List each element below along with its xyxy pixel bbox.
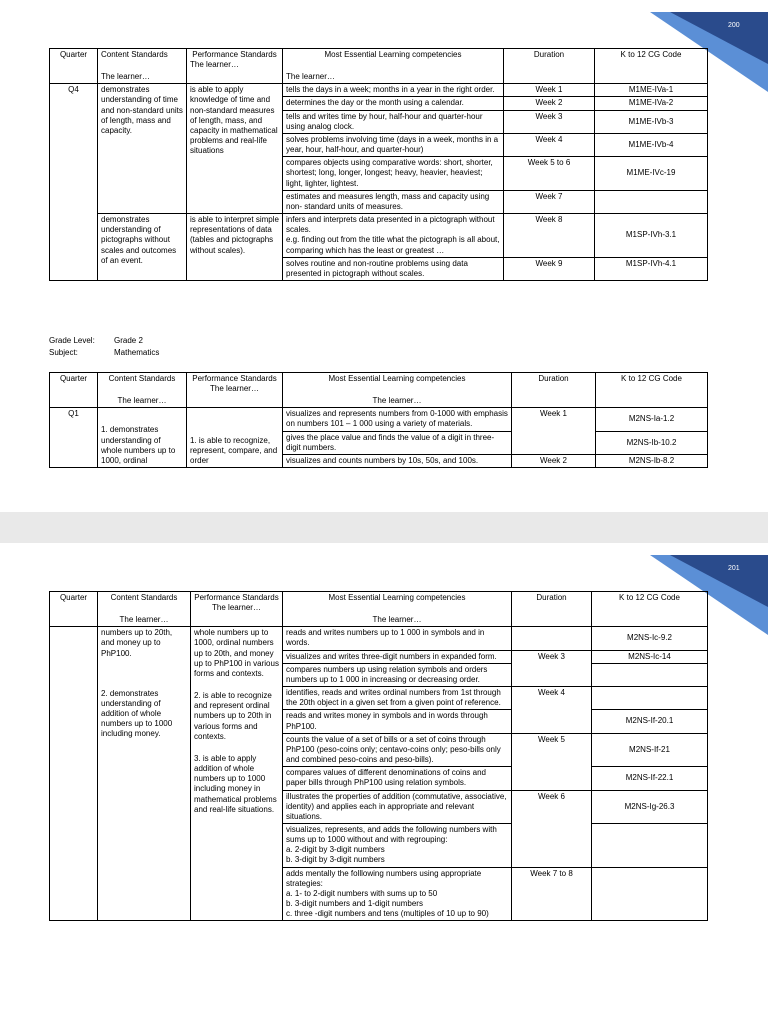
code-cell: M1ME-IVa-2 <box>595 97 708 110</box>
header-performance: Performance Standards The learner… <box>187 49 283 84</box>
quarter-cell: Q4 <box>50 84 98 281</box>
melc-cell: solves problems involving time (days in a week, months in a year, hour, half-hour, and quarter-hour) <box>283 133 504 156</box>
code-cell <box>592 687 708 710</box>
duration-cell: Week 3 <box>504 110 595 133</box>
melc-cell: compares numbers up using relation symbols and orders numbers up to 1 000 in increasing or decreasing order. <box>283 663 512 686</box>
header-quarter: Quarter <box>50 592 98 627</box>
duration-cell: Week 4 <box>504 133 595 156</box>
code-cell: M2NS-Ic-14 <box>592 650 708 663</box>
content-standard: 1. demonstrates understanding of whole numbers up to 1000, ordinal <box>98 408 187 468</box>
table-row <box>50 408 708 431</box>
performance-standard: whole numbers up to 1000, ordinal numbers up to 20th, and money up to PhP100 in various forms and contexts. 2. is able to recognize and represent ordinal numbers up to 20th in various forms and contexts. 3. is able to apply addition of whole numbers up to 1000 including money in mathematical problems and real-life situations. <box>191 627 283 921</box>
quarter-cell: Q1 <box>50 408 98 468</box>
grade-level: Grade Level: Grade 2 <box>49 336 143 345</box>
code-cell: M2NS-Ig-26.3 <box>592 790 708 823</box>
performance-standard: is able to interpret simple representations of data (tables and pictographs without scales). <box>187 214 283 281</box>
melc-cell: reads and writes money in symbols and in words through PhP100. <box>283 710 512 733</box>
melc-cell: counts the value of a set of bills or a set of coins through PhP100 (peso-coins only; centavo-coins only; peso-bills only and combined peso-coins and peso-bills). <box>283 733 512 766</box>
page-201 <box>0 543 768 1024</box>
header-code: K to 12 CG Code <box>592 592 708 627</box>
duration-cell: Week 2 <box>504 97 595 110</box>
header-row <box>50 49 708 84</box>
code-cell <box>592 663 708 686</box>
header-quarter: Quarter <box>50 49 98 84</box>
code-cell: M1ME-IVc-19 <box>595 157 708 190</box>
header-content: Content Standards The learner… <box>98 592 191 627</box>
melc-cell: infers and interprets data presented in a pictograph without scales. e.g. finding out from the title what the pictograph is all about, comparing which has the least or greatest … <box>283 214 504 258</box>
melc-cell: visualizes and represents numbers from 0-1000 with emphasis on numbers 101 – 1 000 using a variety of materials. <box>283 408 512 431</box>
code-cell: M2NS-Ib-10.2 <box>596 431 708 454</box>
grade1-q4-table <box>49 48 708 281</box>
melc-cell: adds mentally the folllowing numbers using appropriate strategies: a. 1- to 2-digit numbers with sums up to 50 b. 3-digit numbers and 1-digit numbers c. three -digit numbers and tens (multiples of 10 up to 90) <box>283 867 512 921</box>
performance-standard: 1. is able to recognize, represent, compare, and order <box>187 408 283 468</box>
melc-cell: visualizes and writes three-digit numbers in expanded form. <box>283 650 512 663</box>
code-cell: M1SP-IVh-4.1 <box>595 257 708 280</box>
code-cell <box>595 190 708 213</box>
melc-cell: gives the place value and finds the value of a digit in three-digit numbers. <box>283 431 512 454</box>
header-row <box>50 592 708 627</box>
duration-cell: Week 2 <box>512 454 596 467</box>
duration-cell: Week 4 <box>512 687 592 734</box>
header-code: K to 12 CG Code <box>595 49 708 84</box>
duration-cell: Week 3 <box>512 650 592 686</box>
code-cell: M2NS-If-20.1 <box>592 710 708 733</box>
header-content: Content Standards The learner… <box>98 373 187 408</box>
code-cell <box>592 867 708 921</box>
header-performance: Performance Standards The learner… <box>187 373 283 408</box>
duration-cell: Week 7 <box>504 190 595 213</box>
header-quarter: Quarter <box>50 373 98 408</box>
duration-cell: Week 8 <box>504 214 595 258</box>
table-row <box>50 84 708 97</box>
code-cell: M1ME-IVa-1 <box>595 84 708 97</box>
code-cell: M2NS-Ib-8.2 <box>596 454 708 467</box>
header-duration: Duration <box>512 373 596 408</box>
duration-cell: Week 6 <box>512 790 592 867</box>
content-standard: numbers up to 20th, and money up to PhP100. 2. demonstrates understanding of addition of whole numbers up to 1000 including money. <box>98 627 191 921</box>
code-cell: M2NS-Ic-9.2 <box>592 627 708 650</box>
quarter-cell <box>50 627 98 921</box>
subject: Subject: Mathematics <box>49 348 160 357</box>
melc-cell: illustrates the properties of addition (commutative, associative, identity) and applies each in appropriate and relevant situations. <box>283 790 512 823</box>
duration-cell: Week 5 to 6 <box>504 157 595 190</box>
code-cell: M2NS-Ia-1.2 <box>596 408 708 431</box>
melc-cell: reads and writes numbers up to 1 000 in symbols and in words. <box>283 627 512 650</box>
melc-cell: determines the day or the month using a calendar. <box>283 97 504 110</box>
duration-cell: Week 9 <box>504 257 595 280</box>
duration-cell: Week 1 <box>512 408 596 455</box>
melc-cell: identifies, reads and writes ordinal numbers from 1st through the 20th object in a given set from a given point of reference. <box>283 687 512 710</box>
grade2-q1-table <box>49 372 708 468</box>
duration-cell: Week 5 <box>512 733 592 790</box>
header-melc: Most Essential Learning competencies The learner… <box>283 592 512 627</box>
header-content: Content Standards The learner… <box>98 49 187 84</box>
table-row <box>50 627 708 650</box>
performance-standard: is able to apply knowledge of time and non-standard measures of length, mass, and capacity in mathematical problems and real-life situations <box>187 84 283 214</box>
melc-cell: compares objects using comparative words: short, shorter, shortest; long, longer, longest; heavy, heavier, heaviest; light, lighter, lightest. <box>283 157 504 190</box>
code-cell: M2NS-If-22.1 <box>592 767 708 790</box>
content-standard: demonstrates understanding of time and non-standard units of length, mass and capacity. <box>98 84 187 214</box>
duration-cell: Week 1 <box>504 84 595 97</box>
melc-cell: visualizes, represents, and adds the following numbers with sums up to 1000 without and with regrouping: a. 2-digit by 3-digit numbers b. 3-digit by 3-digit numbers <box>283 823 512 867</box>
page-number: 201 <box>728 565 740 572</box>
header-melc: Most Essential Learning competencies The learner… <box>283 373 512 408</box>
code-cell: M1SP-IVh-3.1 <box>595 214 708 258</box>
code-cell: M1ME-IVb-3 <box>595 110 708 133</box>
melc-cell: tells and writes time by hour, half-hour and quarter-hour using analog clock. <box>283 110 504 133</box>
code-cell: M2NS-If-21 <box>592 733 708 766</box>
melc-cell: estimates and measures length, mass and capacity using non- standard units of measures. <box>283 190 504 213</box>
code-cell: M1ME-IVb-4 <box>595 133 708 156</box>
header-row <box>50 373 708 408</box>
grade2-q1-table-continued <box>49 591 708 921</box>
table-row <box>50 214 708 258</box>
melc-cell: tells the days in a week; months in a year in the right order. <box>283 84 504 97</box>
page-number: 200 <box>728 22 740 29</box>
content-standard: demonstrates understanding of pictographs without scales and outcomes of an event. <box>98 214 187 281</box>
melc-cell: solves routine and non-routine problems using data presented in pictograph without scales. <box>283 257 504 280</box>
header-duration: Duration <box>512 592 592 627</box>
header-duration: Duration <box>504 49 595 84</box>
melc-cell: compares values of different denominations of coins and paper bills through PhP100 using relation symbols. <box>283 767 512 790</box>
duration-cell: Week 7 to 8 <box>512 867 592 921</box>
code-cell <box>592 823 708 867</box>
duration-cell <box>512 627 592 650</box>
melc-cell: visualizes and counts numbers by 10s, 50s, and 100s. <box>283 454 512 467</box>
header-melc: Most Essential Learning competencies The learner… <box>283 49 504 84</box>
header-performance: Performance Standards The learner… <box>191 592 283 627</box>
header-code: K to 12 CG Code <box>596 373 708 408</box>
